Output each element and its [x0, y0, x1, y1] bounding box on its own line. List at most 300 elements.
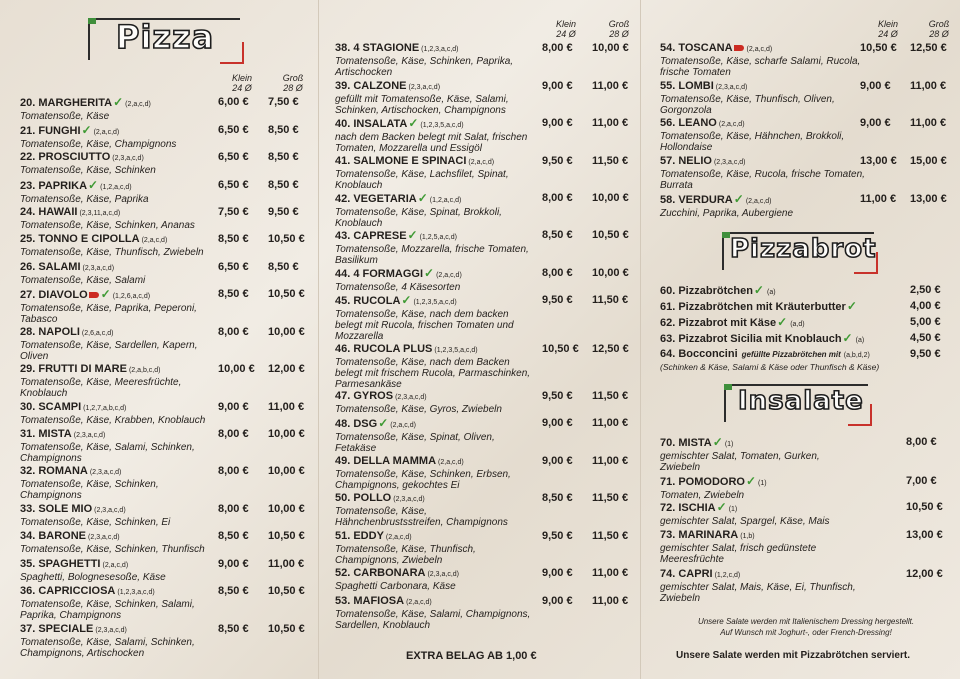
item-description: Tomatensoße, Käse, Hähnchenbrustsstreifen, Champignons	[335, 506, 508, 528]
item-name	[20, 261, 215, 275]
item-name	[660, 332, 890, 347]
item-description: Tomatensoße, Käse, Schinken, Thunfisch	[20, 544, 205, 555]
pizza-item	[335, 530, 535, 566]
pizza-item	[335, 343, 535, 390]
item-title: 52. CARBONARA	[335, 567, 426, 579]
price-large: 8,50 €	[268, 179, 299, 191]
allergen-codes: (2,a,c,d)	[141, 237, 168, 244]
item-name	[20, 124, 215, 139]
pizza-item	[20, 503, 215, 528]
vegetarian-icon: ✓	[417, 191, 428, 205]
price-large: 10,00 €	[268, 326, 305, 338]
price-large: 12,50 €	[910, 42, 947, 54]
item-description: Tomatensoße, Käse, Krabben, Knoblauch	[20, 415, 206, 426]
allergen-codes: (2,6,a,c,d)	[81, 330, 114, 337]
item-name	[335, 294, 535, 309]
item-title: 53. MAFIOSA	[335, 595, 405, 607]
pizza-item	[20, 261, 215, 286]
allergen-codes: (1,2,3,5,a,c,d)	[420, 122, 464, 129]
vegetarian-icon: ✓	[846, 299, 857, 313]
pizzabrot-item	[660, 300, 890, 314]
item-description: gemischter Salat, Spargel, Käse, Mais	[660, 516, 830, 527]
pizzabrot-title: Pizzabrot	[730, 234, 877, 264]
item-title: 57. NELIO	[660, 155, 712, 167]
allergen-codes: (1)	[724, 441, 734, 448]
price-large: 11,50 €	[592, 530, 629, 542]
item-description: Zucchini, Paprika, Aubergiene	[660, 208, 794, 219]
item-name	[335, 530, 535, 544]
vegetarian-icon: ✓	[408, 116, 419, 130]
vegetarian-icon: ✓	[753, 283, 764, 297]
item-name	[660, 436, 860, 451]
price-large: 7,50 €	[268, 96, 299, 108]
item-name	[660, 568, 860, 582]
item-name	[335, 117, 535, 132]
allergen-codes: (2,a,c,d)	[385, 534, 412, 541]
item-title: 26. SALAMI	[20, 261, 81, 273]
pizza-item	[335, 117, 535, 154]
price-small: 8,00 €	[542, 267, 573, 279]
price-small: 9,00 €	[218, 558, 249, 570]
pizza-item	[335, 455, 535, 491]
item-title: 31. MISTA	[20, 428, 72, 440]
vegetarian-icon: ✓	[100, 287, 111, 301]
item-name	[335, 155, 535, 169]
item-description: Tomatensoße, Käse, Sardellen, Kapern, Oliven	[20, 340, 198, 362]
allergen-codes: (2,a,c,d)	[468, 159, 495, 166]
pizza-item	[335, 267, 535, 293]
item-description: Tomatensoße, Käse, Thunfisch, Champignons, Zwiebeln	[335, 544, 476, 566]
allergen-codes: (1,b)	[740, 533, 755, 540]
allergen-codes: (2,a,c,d)	[745, 198, 772, 205]
item-description: Tomatensoße, Käse, Salami, Schinken, Champignons	[20, 442, 195, 464]
price-small: 9,00 €	[542, 567, 573, 579]
item-description: gefüllt mit Tomatensoße, Käse, Salami, Schinken, Artischocken, Champignons	[335, 94, 509, 116]
item-title: 58. VERDURA	[660, 194, 733, 206]
price-large: 11,00 €	[592, 595, 629, 607]
price: 13,00 €	[906, 529, 943, 541]
price-large: 10,50 €	[268, 233, 305, 245]
price-small: 11,00 €	[860, 193, 897, 205]
price: 8,00 €	[906, 436, 937, 448]
pizza-item	[660, 193, 870, 219]
pizza-item	[335, 42, 535, 78]
salad-item	[660, 568, 860, 604]
item-name	[660, 193, 870, 208]
allergen-codes: (1,2,3,5,a,c,d)	[434, 347, 478, 354]
vegetarian-icon: ✓	[81, 123, 92, 137]
price-small: 6,00 €	[218, 96, 249, 108]
item-title: 62. Pizzabrot mit Käse	[660, 317, 777, 329]
vegetarian-icon: ✓	[424, 266, 435, 280]
pizzabrot-item	[660, 348, 890, 373]
item-description: Tomatensoße, Käse, Thunfisch, Zwiebeln	[20, 247, 204, 258]
extra-topping-note: EXTRA BELAG AB 1,00 €	[406, 650, 537, 662]
allergen-codes: (2,a,c,d)	[718, 121, 745, 128]
price-small: 7,50 €	[218, 206, 249, 218]
item-name	[20, 326, 215, 340]
item-title: 64. Bocconcini	[660, 348, 738, 360]
pizza-item	[335, 390, 535, 415]
price-large: 11,00 €	[592, 117, 629, 129]
price-large: 11,00 €	[592, 567, 629, 579]
pizzabrot-item	[660, 332, 890, 347]
allergen-codes: (1,2,3,a,c,d)	[117, 589, 155, 596]
item-title: 43. CAPRESE	[335, 230, 407, 242]
pizza-item	[20, 326, 215, 362]
panel-right	[642, 0, 960, 679]
allergen-codes: (2,3,a,c,d)	[94, 507, 126, 514]
allergen-codes: (2,a,c,d)	[438, 459, 464, 466]
price-small: 9,50 €	[542, 155, 573, 167]
item-description: Tomatensoße, Käse, Salami, Champignons, Sardellen, Knoblauch	[335, 609, 531, 631]
pizza-item	[660, 42, 870, 78]
item-title: 37. SPECIALE	[20, 623, 94, 635]
pizza-item	[20, 530, 215, 555]
item-name	[20, 503, 215, 517]
price-small: 8,00 €	[218, 326, 249, 338]
item-description: Tomatensoße, Käse, Schinken, Ananas	[20, 220, 195, 231]
item-name	[335, 343, 535, 357]
allergen-codes: (2,a,c,d)	[125, 101, 151, 108]
price-small: 9,00 €	[860, 117, 891, 129]
price-small: 8,00 €	[542, 192, 573, 204]
vegetarian-icon: ✓	[401, 293, 412, 307]
item-title: 28. NAPOLI	[20, 326, 80, 338]
pizza-item	[335, 567, 535, 592]
pizza-item	[660, 117, 870, 153]
item-name	[660, 529, 860, 543]
allergen-codes: (2,3,a,c,d)	[393, 496, 425, 503]
price-small: 9,00 €	[542, 417, 573, 429]
vegetarian-icon: ✓	[716, 500, 727, 514]
allergen-codes: (2,a,c,d)	[390, 422, 416, 429]
price-small: 8,00 €	[542, 42, 573, 54]
pizza-item	[335, 155, 535, 191]
pizza-item	[335, 192, 535, 229]
item-name	[335, 455, 535, 469]
item-description: (Schinken & Käse, Salami & Käse oder Thunfisch & Käse)	[660, 362, 880, 372]
price-small: 8,50 €	[542, 492, 573, 504]
price: 4,50 €	[910, 332, 941, 344]
price-small: 6,50 €	[218, 261, 249, 273]
item-name	[660, 316, 890, 331]
dressing-note: Unsere Salate werden mit Italienischem Dressing hergestellt.	[697, 617, 915, 626]
price-small: 8,50 €	[218, 288, 249, 300]
item-name	[335, 229, 535, 244]
item-description: Tomatensoße, Käse, Spinat, Oliven, Fetakäse	[335, 432, 495, 454]
item-title: 25. TONNO E CIPOLLA	[20, 233, 140, 245]
item-name	[20, 623, 215, 637]
item-description: Tomatensoße, Käse, nach dem Backen belegt mit frischem Rucola, Parmaschinken, Parmesankäse	[335, 357, 531, 390]
allergen-codes: (1,2,a,c,d)	[100, 184, 132, 191]
item-description: Tomatensoße, Käse, Spinat, Brokkoli, Knoblauch	[335, 207, 502, 229]
allergen-codes: (1,2,7,a,b,c,d)	[83, 405, 127, 412]
price-small: 8,50 €	[218, 233, 249, 245]
item-title: 20. MARGHERITA	[20, 97, 113, 109]
item-title: 49. DELLA MAMMA	[335, 455, 437, 467]
item-name	[20, 206, 215, 220]
item-name	[660, 117, 870, 131]
price-small: 9,00 €	[218, 401, 249, 413]
price-small: 9,00 €	[542, 80, 573, 92]
pizza-item	[20, 179, 215, 205]
pizza-item	[20, 428, 215, 464]
item-description: Tomatensoße, Käse, Lachsfilet, Spinat, Knoblauch	[335, 169, 509, 191]
allergen-codes: (2,3,a,c,d)	[82, 265, 115, 272]
pizza-item	[20, 465, 215, 501]
allergen-codes: (1,2,a,c,d)	[429, 197, 462, 204]
price-small: 8,50 €	[218, 623, 249, 635]
item-title: 42. VEGETARIA	[335, 193, 417, 205]
price-large: 8,50 €	[268, 124, 299, 136]
pizza-item	[20, 233, 215, 258]
item-title: 36. CAPRICCIOSA	[20, 585, 116, 597]
price-small: 9,50 €	[542, 390, 573, 402]
pizza-item	[20, 96, 215, 122]
allergen-codes: (a,b,d,2)	[843, 352, 870, 359]
allergen-codes: (2,a,c,d)	[406, 599, 432, 606]
allergen-codes: (2,a,c,d)	[436, 272, 462, 279]
price-small: 13,00 €	[860, 155, 897, 167]
price: 7,00 €	[906, 475, 937, 487]
price: 10,50 €	[906, 501, 943, 513]
item-title: 39. CALZONE	[335, 80, 407, 92]
item-title: 23. PAPRIKA	[20, 180, 88, 192]
price-large: 10,50 €	[268, 530, 305, 542]
vegetarian-icon: ✓	[733, 192, 744, 206]
panel-middle	[320, 0, 640, 679]
pizza-item	[20, 363, 215, 399]
price-small: 9,00 €	[542, 117, 573, 129]
price-small: 8,00 €	[218, 465, 249, 477]
price-large: 10,50 €	[592, 229, 629, 241]
price-small: 10,50 €	[542, 343, 579, 355]
item-description: gemischter Salat, frisch gedünstete Meeresfrüchte	[660, 543, 817, 565]
price-large: 10,00 €	[268, 428, 305, 440]
price-large: 8,50 €	[268, 261, 299, 273]
item-name	[20, 179, 215, 194]
pizza-title: Pizza	[116, 18, 215, 56]
item-name	[20, 428, 215, 442]
salad-item	[660, 436, 860, 473]
pizza-item	[335, 492, 535, 528]
item-name	[20, 233, 215, 247]
price-large: 10,00 €	[592, 192, 629, 204]
pizza-item	[335, 595, 535, 631]
allergen-codes: (2,a,b,c,d)	[128, 367, 161, 374]
item-description: Tomatensoße, Käse, nach dem backen belegt mit Rucola, frischen Tomaten und Mozzarella	[335, 309, 514, 342]
item-title: 27. DIAVOLO	[20, 289, 88, 301]
price-large: 12,50 €	[592, 343, 629, 355]
item-name	[20, 151, 215, 165]
item-title: 32. ROMANA	[20, 465, 88, 477]
vegetarian-icon: ✓	[712, 435, 723, 449]
item-name	[20, 401, 215, 415]
allergen-codes: (1)	[758, 480, 767, 487]
price: 9,50 €	[910, 348, 941, 360]
item-title: 47. GYROS	[335, 390, 394, 402]
vegetarian-icon: ✓	[88, 178, 99, 192]
price-small: 8,00 €	[218, 428, 249, 440]
item-title: 51. EDDY	[335, 530, 384, 542]
item-name	[335, 567, 535, 581]
price-small: 9,00 €	[542, 595, 573, 607]
allergen-codes: (2,3,a,c,d)	[713, 159, 746, 166]
item-title: 22. PROSCIUTTO	[20, 151, 111, 163]
item-description: Tomatensoße, Käse, Schinken, Ei	[20, 517, 171, 528]
item-name	[20, 558, 215, 572]
pizza-item	[20, 401, 215, 426]
chili-icon	[89, 292, 99, 298]
price-large: 10,00 €	[592, 42, 629, 54]
item-title: 73. MARINARA	[660, 529, 739, 541]
salad-item	[660, 501, 860, 527]
price-small: 9,00 €	[542, 455, 573, 467]
item-title: 56. LEANO	[660, 117, 717, 129]
price-large: 11,00 €	[592, 417, 629, 429]
item-title: 33. SOLE MIO	[20, 503, 93, 515]
price-small: 9,50 €	[542, 294, 573, 306]
salad-item	[660, 475, 860, 501]
pizza-item	[20, 585, 215, 621]
price-small: 10,50 €	[860, 42, 897, 54]
price-small: 9,00 €	[860, 80, 891, 92]
item-name	[660, 80, 870, 94]
price: 12,00 €	[906, 568, 943, 580]
allergen-codes: (1,2,3,a,c,d)	[421, 46, 459, 53]
vegetarian-icon: ✓	[745, 474, 757, 488]
allergen-codes: (1,2,6,a,c,d)	[112, 293, 151, 300]
pizza-item	[20, 558, 215, 583]
price-large: 10,50 €	[268, 288, 305, 300]
price-large: 15,00 €	[910, 155, 947, 167]
price: 2,50 €	[910, 284, 941, 296]
item-name	[660, 501, 860, 516]
item-description: Tomatensoße, Käse, Rucola, frische Tomaten, Burrata	[660, 169, 865, 191]
item-description: Tomatensoße, Käse, Paprika, Peperoni, Tabasco	[20, 303, 197, 325]
item-description: Tomatensoße, Käse, Paprika	[20, 194, 149, 205]
pizza-item	[660, 80, 870, 116]
chili-icon	[734, 45, 744, 51]
price-small: 8,50 €	[218, 585, 249, 597]
item-name	[660, 475, 860, 490]
item-name	[335, 595, 535, 609]
allergen-codes: (1,2,c,d)	[714, 572, 741, 579]
price-small: 8,50 €	[542, 229, 573, 241]
item-name	[20, 288, 215, 303]
item-title: 41. SALMONE E SPINACI	[335, 155, 467, 167]
price-large: 11,50 €	[592, 155, 629, 167]
allergen-codes: (2,3,a,c,d)	[88, 534, 120, 541]
item-name	[20, 585, 215, 599]
price-small: 8,00 €	[218, 503, 249, 515]
item-description: Tomatensoße, Käse, Schinken	[20, 165, 156, 176]
panel-left	[0, 0, 318, 679]
item-title: 35. SPAGHETTI	[20, 558, 101, 570]
pizza-item	[335, 229, 535, 266]
item-title: 38. 4 STAGIONE	[335, 42, 420, 54]
item-title: 60. Pizzabrötchen	[660, 285, 753, 297]
vegetarian-icon: ✓	[842, 331, 853, 345]
col-head-small: Klein 24 Ø	[877, 19, 898, 39]
allergen-codes: (2,a,c,d)	[102, 562, 129, 569]
price-large: 11,00 €	[910, 117, 947, 129]
item-name	[660, 155, 870, 169]
pizza-item	[335, 80, 535, 116]
col-head-large: Groß 28 Ø	[282, 73, 304, 93]
col-head-small: Klein 24 Ø	[231, 73, 252, 93]
dressing-option-note: Auf Wunsch mit Joghurt-, oder French-Dressing!	[720, 628, 892, 637]
item-description: Tomatensoße, Käse, scharfe Salami, Rucola, frische Tomaten	[660, 56, 861, 78]
price-large: 10,50 €	[268, 585, 305, 597]
item-title: 50. POLLO	[335, 492, 392, 504]
price: 4,00 €	[910, 300, 941, 312]
allergen-codes: (1,2,3,5,a,c,d)	[413, 299, 457, 306]
price-large: 11,50 €	[592, 390, 629, 402]
vegetarian-icon: ✓	[378, 416, 389, 430]
item-title: 44. 4 FORMAGGI	[335, 268, 424, 280]
item-title: 72. ISCHIA	[660, 502, 716, 514]
price-large: 11,50 €	[592, 492, 629, 504]
price-small: 6,50 €	[218, 151, 249, 163]
vegetarian-icon: ✓	[407, 228, 418, 242]
allergen-codes: (a)	[766, 289, 776, 296]
item-name	[20, 363, 215, 377]
allergen-codes: (2,3,a,c,d)	[427, 571, 459, 578]
pizza-item	[660, 155, 870, 191]
price: 5,00 €	[910, 316, 941, 328]
item-description: Tomatensoße, Mozzarella, frische Tomaten, Basilikum	[335, 244, 529, 266]
item-title: 61. Pizzabrötchen mit Kräuterbutter	[660, 301, 846, 313]
pizzabrot-item	[660, 284, 890, 299]
price-small: 10,00 €	[218, 363, 255, 375]
item-title: 63. Pizzabrot Sicilia mit Knoblauch	[660, 333, 842, 345]
item-description: gemischter Salat, Tomaten, Gurken, Zwiebeln	[660, 451, 820, 473]
allergen-codes: (2,3,a,c,d)	[395, 394, 427, 401]
item-name	[335, 42, 535, 56]
item-description: Tomatensoße, Käse, Hähnchen, Brokkoli, Hollondaise	[660, 131, 845, 153]
item-title: 24. HAWAII	[20, 206, 78, 218]
price-small: 9,50 €	[542, 530, 573, 542]
allergen-codes: (2,3,a,c,d)	[89, 469, 122, 476]
price-large: 10,00 €	[592, 267, 629, 279]
item-name	[20, 465, 215, 479]
col-head-large: Groß 28 Ø	[928, 19, 950, 39]
item-description: Tomatensoße, Käse, Schinken, Champignons	[20, 479, 159, 501]
item-subtitle: gefüllte Pizzabrötchen mit	[741, 350, 841, 359]
allergen-codes: (2,3,a,c,d)	[715, 84, 748, 91]
item-name	[660, 42, 870, 56]
item-description: Tomatensoße, Käse, Salami, Schinken, Champignons, Artischocken	[20, 637, 195, 659]
item-description: Tomaten, Zwiebeln	[660, 490, 745, 501]
item-title: 21. FUNGHI	[20, 125, 81, 137]
item-title: 70. MISTA	[660, 437, 712, 449]
item-title: 55. LOMBI	[660, 80, 714, 92]
price-large: 10,50 €	[268, 623, 305, 635]
pizza-item	[20, 124, 215, 150]
item-description: Tomatensoße, 4 Käsesorten	[335, 282, 461, 293]
item-description: Tomatensoße, Käse, Thunfisch, Oliven, Gorgonzola	[660, 94, 835, 116]
price-large: 11,00 €	[592, 80, 629, 92]
pizzabrot-item	[660, 316, 890, 331]
allergen-codes: (2,3,11,a,c,d)	[79, 210, 121, 217]
item-name	[660, 300, 890, 314]
price-small: 8,50 €	[218, 530, 249, 542]
item-name	[335, 390, 535, 404]
price-large: 8,50 €	[268, 151, 299, 163]
item-title: 46. RUCOLA PLUS	[335, 343, 433, 355]
